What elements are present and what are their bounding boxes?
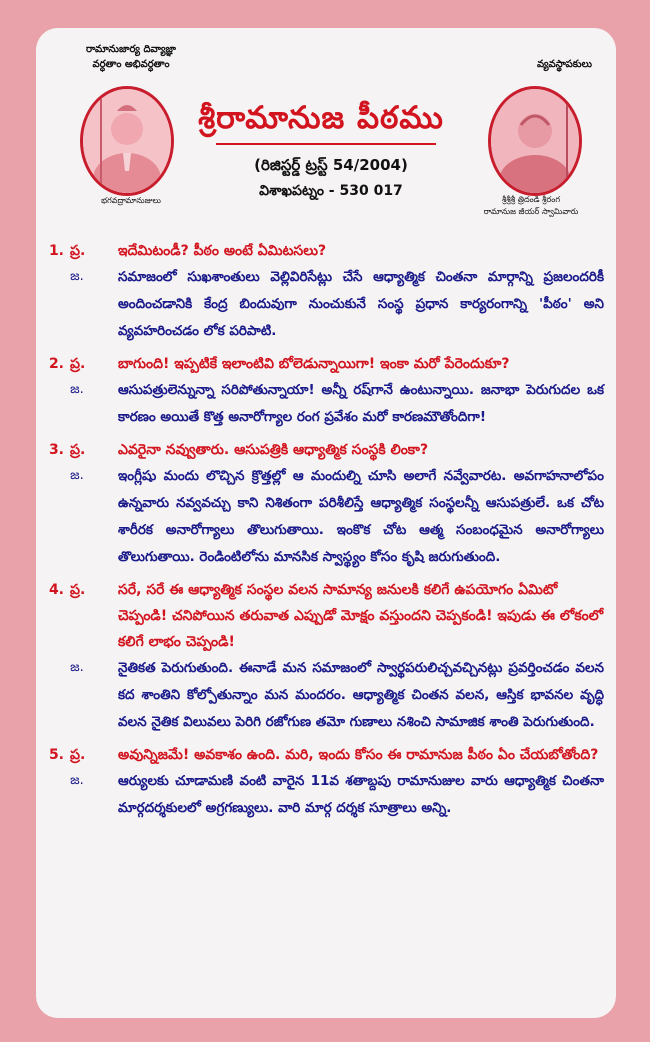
question-number: 2.	[48, 356, 64, 372]
question-text: అవున్నిజమే! అవకాశం ఉంది. మరి, ఇందు కోసం ఈ రామానుజ పీఠం ఏం చేయబోతోంది?	[118, 747, 599, 763]
answer-label: జ.	[70, 269, 84, 284]
motto-caption	[66, 42, 196, 72]
title-underline	[216, 143, 436, 145]
question-number: 4.	[48, 582, 64, 598]
answer-text: సమాజంలో సుఖశాంతులు వెల్లివిరిసేట్లు చేసే ఆధ్యాత్మిక చింతనా మార్గాన్ని ప్రజలందరికీ అందించడానికి కేంద్ర బిందువుగా నుంచుకునే సంస్థ ప్రధాన కార్యరంగాన్ని 'పీఠం' అని వ్యవహరించడం లోక పరిపాటి.	[118, 269, 604, 339]
question-row	[36, 238, 616, 264]
answer-label: జ.	[70, 468, 84, 483]
answer-row	[36, 377, 616, 431]
answer-text: ఇంగ్లీషు మందు లొచ్చిన క్రొత్తల్లో ఆ మందుల్ని చూసి అలాగే నవ్వేవారట. అవగాహనాలోపం ఉన్నవారు నవ్వవచ్చు కాని నిశితంగా పరిశీలిస్తే ఆధ్యాత్మిక సంస్థలన్నీ ఆసుపత్రులే. ఒక చోట శారీరక అనారోగ్యాలు తొలుగుతాయి. ఇంకొక చోట ఆత్మ సంబంధమైన అనారోగ్యాలు తొలుగుతాయి. రెండింటిలోను మానసిక స్వాస్థ్యం కోసం కృషి జరుగుతుంది.	[118, 468, 604, 565]
answer-label: జ.	[70, 773, 84, 788]
question-row	[36, 577, 616, 655]
question-text: ఇదేమిటండీ? పీఠం అంటే ఏమిటసలు?	[118, 243, 327, 259]
answer-text: ఆసుపత్రులెన్నున్నా సరిపోతున్నాయా! అన్నీ రష్‌గానే ఉంటున్నాయి. జనాభా పెరుగుదల ఒక కారణం అయితే కొత్త అనారోగ్యాల రంగ ప్రవేశం మరో కారణమౌతోందిగా!	[118, 382, 604, 425]
answer-row	[36, 655, 616, 736]
answer-row	[36, 768, 616, 822]
answer-row	[36, 264, 616, 345]
question-number: 1.	[48, 243, 64, 259]
question-row	[36, 351, 616, 377]
question-text: సరే, సరే ఈ ఆధ్యాత్మిక సంస్థల వలన సామాన్య జనులకి కలిగే ఉపయోగం ఏమిటో చెప్పండి! చనిపోయిన తరువాత ఎప్పుడో మోక్షం వస్తుందని చెప్పకండి! ఇపుడు ఈ లోకంలో కలిగే లాభం చెప్పండి!	[118, 582, 604, 650]
question-label: ప్ర.	[70, 442, 86, 458]
motto-line: రామానుజార్య దివ్యాజ్ఞా వర్ధతాం అభివర్ధతాం	[85, 44, 177, 70]
answer-text: ఆర్యులకు చూడామణి వంటి వారైన 11వ శతాబ్దపు రామానుజుల వారు ఆధ్యాత్మిక చింతనా మార్గదర్శకులలో అగ్రగణ్యులు. వారి మార్గ దర్శక సూత్రాలు అన్ని.	[118, 773, 604, 816]
question-row	[36, 742, 616, 768]
qa-section	[36, 232, 616, 822]
question-text: ఎవరైనా నవ్వుతారు. ఆసుపత్రికి ఆధ్యాత్మిక సంస్థకి లింకా?	[118, 442, 429, 458]
question-number: 3.	[48, 442, 64, 458]
question-label: ప్ర.	[70, 356, 86, 372]
question-row	[36, 437, 616, 463]
founders-caption: వ్యవస్థాపకులు	[536, 59, 592, 70]
question-text: బాగుంది! ఇప్పటికే ఇలాంటివి బోలెడున్నాయిగా! ఇంకా మరో పేరెందుకూ?	[118, 356, 510, 372]
jeeyar-portrait-image	[491, 89, 579, 193]
ramanuja-portrait	[80, 86, 174, 196]
answer-label: జ.	[70, 382, 84, 397]
registration-text: (రిజిస్టర్డ్ ట్రస్ట్ 54/2004)	[254, 156, 408, 174]
jeeyar-portrait	[488, 86, 582, 196]
answer-label: జ.	[70, 660, 84, 675]
question-label: ప్ర.	[70, 582, 86, 598]
answer-row	[36, 463, 616, 571]
jeeyar-portrait-caption: శ్రీశ్రీశ్రీ త్రిదండి శ్రీరంగ రామానుజ జీయర్ స్వామివారు	[483, 195, 579, 216]
ramanuja-portrait-caption: భగవద్రామానుజులు	[101, 196, 161, 205]
ramanuja-portrait-image	[83, 89, 171, 193]
question-label: ప్ర.	[70, 243, 86, 259]
pamphlet-sheet	[36, 28, 616, 1018]
page-title: శ్రీరామానుజ పీఠము	[198, 100, 444, 136]
question-label: ప్ర.	[70, 747, 86, 763]
city-address: విశాఖపట్నం - 530 017	[259, 183, 403, 199]
answer-text: నైతికత పెరుగుతుంది. ఈనాడే మన సమాజంలో స్వార్థపరులిచ్చవచ్చినట్లు ప్రవర్తించడం వలన కద శాంతిని కోల్పోతున్నాం మన మందరం. ఆధ్యాత్మిక చింతన వలన, ఆస్తిక భావనల వృద్ధి వలన నైతిక విలువలు పెరిగి రజోగుణ తమో గుణాలు నశించి సామాజిక శాంతి పెరుగుతుంది.	[118, 660, 604, 730]
question-number: 5.	[48, 747, 64, 763]
